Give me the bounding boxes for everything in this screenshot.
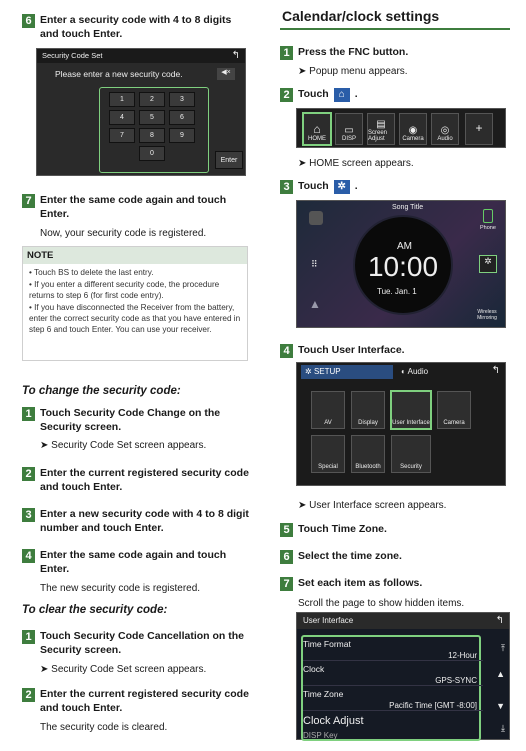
apps-grid-icon[interactable]: ⠿: [311, 259, 318, 269]
key-0[interactable]: 0: [139, 146, 165, 161]
r-step-7-sub: Scroll the page to show hidden items.: [298, 598, 465, 609]
source-icon[interactable]: [309, 211, 323, 225]
clear-code-title: To clear the security code:: [22, 604, 168, 616]
home-screen: [296, 200, 506, 328]
change-step-3: 3 Enter a new security code with 4 to 8 digit number and touch Enter.: [22, 508, 252, 535]
key-7[interactable]: 7: [109, 128, 135, 143]
clear-step-2: 2 Enter the current registered security code and touch Enter.: [22, 688, 252, 715]
audio-icon: ◐: [401, 367, 408, 376]
song-title: Song Title: [392, 204, 424, 211]
note-box: [22, 246, 248, 361]
popup-audio-button[interactable]: ◎ Audio: [431, 113, 459, 145]
setup-screen: [296, 362, 506, 486]
camera-icon: ◉: [408, 125, 418, 136]
step-number: 7: [22, 194, 35, 208]
popup-menu: [296, 108, 506, 148]
r-step-4-result: ➤ User Interface screen appears.: [298, 500, 447, 511]
navigation-icon[interactable]: ▲: [309, 297, 321, 311]
prompt-text: Please enter a new security code.: [55, 69, 183, 79]
security-button[interactable]: Security: [391, 435, 431, 473]
time-format-row[interactable]: Time Format 12-Hour: [303, 639, 483, 661]
camera-button[interactable]: Camera: [437, 391, 471, 429]
clock-row[interactable]: Clock GPS-SYNC: [303, 664, 483, 686]
step-number: 6: [22, 14, 35, 28]
popup-add-button[interactable]: +: [465, 113, 493, 145]
change-step-2: 2 Enter the current registered security code and touch Enter.: [22, 467, 252, 494]
popup-screen-adjust-button[interactable]: ▤ Screen Adjust: [367, 113, 395, 145]
step-7-result: Now, your security code is registered.: [40, 228, 207, 239]
key-9[interactable]: 9: [169, 128, 195, 143]
scroll-down-icon[interactable]: ▼: [496, 701, 505, 711]
change-step-4-result: The new security code is registered.: [40, 583, 201, 594]
change-code-title: To change the security code:: [22, 385, 181, 397]
enter-button[interactable]: Enter: [215, 151, 243, 169]
step-6: 6 Enter a security code with 4 to 8 digits and touch Enter.: [22, 14, 252, 41]
home-icon: ⌂: [334, 88, 350, 102]
r-step-2: 2 Touch ⌂ .: [280, 88, 358, 102]
key-4[interactable]: 4: [109, 110, 135, 125]
setup-tab[interactable]: ✲ SETUP: [301, 365, 393, 379]
r-step-3: 3 Touch ✲ .: [280, 180, 358, 194]
mirroring-label: Wireless Mirroring: [477, 309, 497, 321]
r-step-2-result: ➤ HOME screen appears.: [298, 158, 414, 169]
clock-date: Tue. Jan. 1: [377, 287, 417, 296]
back-icon[interactable]: ↰: [491, 365, 500, 376]
ui-screen-title: User Interface: [297, 613, 509, 629]
phone-icon[interactable]: [483, 209, 493, 223]
clock-adjust-row[interactable]: Clock Adjust: [303, 715, 364, 727]
audio-icon: ◎: [440, 125, 450, 136]
clear-step-1: 1 Touch Security Code Cancellation on the Security screen.: [22, 630, 252, 657]
audio-tab[interactable]: ◐ Audio: [401, 367, 429, 376]
key-8[interactable]: 8: [139, 128, 165, 143]
note-item: • If you enter a different security code, the procedure returns to step 6 (for first code entry).: [29, 280, 220, 300]
note-item: • If you have disconnected the Receiver from the battery, enter the correct security code as that you have entered in step 6 and touch Enter. You can use your receiver.: [29, 303, 241, 334]
setup-gear-icon: ✲: [305, 367, 314, 376]
key-6[interactable]: 6: [169, 110, 195, 125]
r-step-4: 4 Touch User Interface.: [280, 344, 405, 358]
bluetooth-button[interactable]: Bluetooth: [351, 435, 385, 473]
change-step-4: 4 Enter the same code again and touch Enter.: [22, 549, 252, 576]
section-heading: Calendar/clock settings: [282, 8, 440, 24]
scroll-bottom-icon[interactable]: ⤓: [501, 723, 505, 733]
scroll-up-icon[interactable]: ▲: [496, 669, 505, 679]
change-step-1-result: ➤ Security Code Set screen appears.: [40, 440, 207, 451]
clear-step-2-result: The security code is cleared.: [40, 722, 168, 733]
note-item: • Touch BS to delete the last entry.: [29, 268, 154, 277]
change-step-1: 1 Touch Security Code Change on the Security screen.: [22, 407, 252, 434]
back-icon[interactable]: ↰: [495, 615, 504, 626]
user-interface-screen: [296, 612, 510, 740]
special-button[interactable]: Special: [311, 435, 345, 473]
back-icon[interactable]: ↰: [231, 50, 240, 61]
time-zone-row[interactable]: Time Zone Pacific Time [GMT -8:00]: [303, 689, 483, 711]
settings-gear-icon[interactable]: ✲: [479, 255, 497, 273]
popup-disp-button[interactable]: ▭ DISP: [335, 113, 363, 145]
r-step-5: 5 Touch Time Zone.: [280, 523, 387, 537]
popup-camera-button[interactable]: ◉ Camera: [399, 113, 427, 145]
key-3[interactable]: 3: [169, 92, 195, 107]
r-step-6: 6 Select the time zone.: [280, 550, 402, 564]
key-5[interactable]: 5: [139, 110, 165, 125]
user-interface-button[interactable]: User Interface: [391, 391, 431, 429]
av-button[interactable]: AV: [311, 391, 345, 429]
r-step-1-result: ➤ Popup menu appears.: [298, 66, 408, 77]
clear-step-1-result: ➤ Security Code Set screen appears.: [40, 664, 207, 675]
r-step-1: 1 Press the FNC button.: [280, 46, 408, 60]
screen-title: Security Code Set: [37, 49, 245, 63]
r-step-7: 7 Set each item as follows.: [280, 577, 422, 591]
phone-label: Phone: [480, 225, 496, 231]
step-7: 7 Enter the same code again and touch Enter.: [22, 194, 252, 221]
clock-time: 10:00: [367, 251, 439, 282]
disp-icon: ▭: [344, 125, 354, 136]
note-title: NOTE: [23, 247, 247, 264]
home-icon: ⌂: [313, 122, 321, 136]
backspace-icon[interactable]: ◀×: [217, 68, 235, 80]
scroll-top-icon[interactable]: ⤒: [501, 643, 505, 653]
key-2[interactable]: 2: [139, 92, 165, 107]
display-button[interactable]: Display: [351, 391, 385, 429]
settings-gear-icon: ✲: [334, 180, 350, 194]
security-code-screen: [36, 48, 246, 176]
screen-adjust-icon: ▤: [376, 119, 386, 130]
popup-home-button[interactable]: ⌂ HOME: [303, 113, 331, 145]
heading-rule: [280, 28, 510, 30]
clock-ampm: AM: [397, 241, 412, 252]
disp-key-row[interactable]: DISP Key: [303, 731, 338, 740]
key-1[interactable]: 1: [109, 92, 135, 107]
